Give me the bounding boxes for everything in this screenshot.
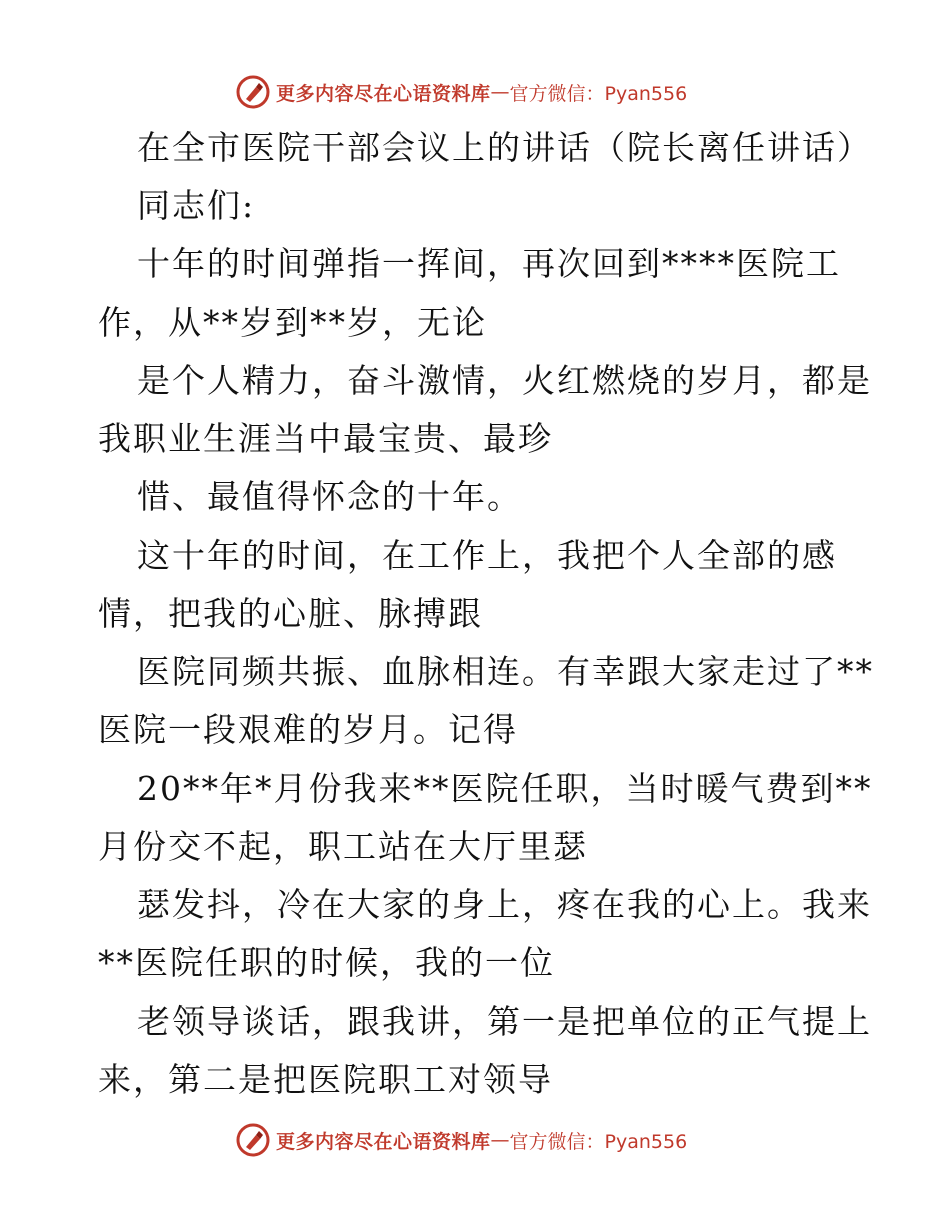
text-line: 情，把我的心脏、脉搏跟	[98, 594, 483, 633]
text-line: 20**年*月份我来**医院任职，当时暖气费到**	[137, 769, 873, 808]
watermark-separator: —	[490, 81, 510, 103]
watermark-text: 更多内容尽在心语资料库	[276, 1130, 491, 1153]
text-line: 惜、最值得怀念的十年。	[137, 477, 522, 516]
text-line: 作，从**岁到**岁，无论	[98, 303, 487, 342]
watermark-contact: 官方微信：Pyan556	[509, 1130, 688, 1153]
text-line: 月份交不起，职工站在大厅里瑟	[98, 827, 588, 866]
watermark-separator: —	[490, 1129, 510, 1151]
text-line: 同志们:	[137, 186, 256, 225]
text-line: 来，第二是把医院职工对领导	[98, 1060, 553, 1099]
text-line: 医院同频共振、血脉相连。有幸跟大家走过了**	[137, 652, 874, 691]
watermark-text: 更多内容尽在心语资料库	[276, 82, 491, 105]
text-line: 这十年的时间，在工作上，我把个人全部的感	[137, 536, 837, 575]
document-title: 在全市医院干部会议上的讲话（院长离任讲话）	[137, 128, 872, 167]
text-line: 十年的时间弹指一挥间，再次回到****医院工	[137, 244, 841, 283]
footer-watermark	[236, 1120, 687, 1160]
text-line: 老领导谈话，跟我讲，第一是把单位的正气提上	[137, 1002, 872, 1041]
pen-nib-logo-icon	[236, 1123, 270, 1157]
text-line: 我职业生涯当中最宝贵、最珍	[98, 419, 553, 458]
text-line: **医院任职的时候，我的一位	[98, 943, 555, 982]
text-line: 瑟发抖，冷在大家的身上，疼在我的心上。我来	[137, 885, 872, 924]
text-line: 医院一段艰难的岁月。记得	[98, 710, 518, 749]
text-line: 是个人精力，奋斗激情，火红燃烧的岁月，都是	[137, 361, 872, 400]
watermark-contact: 官方微信：Pyan556	[509, 82, 688, 105]
